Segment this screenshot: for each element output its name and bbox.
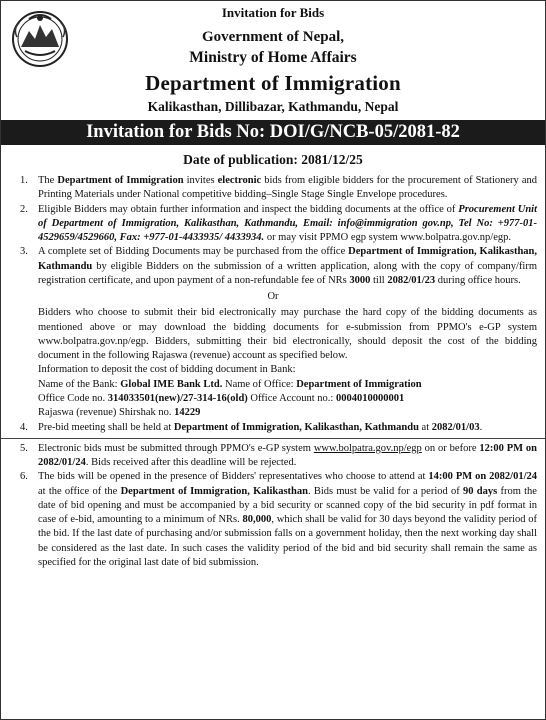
validity-days: 90 days — [463, 485, 498, 497]
text: . Bids must be valid for a period of — [307, 485, 464, 497]
text: , which shall be valid for 30 days beyond the validity period of the bid. If the last date of purchasing and/or submission falls on a government holiday, then the next working day shall be considered as the last date. In such cases the validity period of the bid and bid security shall remain the same as specified for the original last date of bid submission. — [38, 514, 537, 568]
text-bold: electronic — [217, 175, 262, 186]
header-address: Kalikasthan, Dillibazar, Kathmandu, Nepal — [147, 99, 399, 114]
list-item-4 — [1, 421, 545, 435]
text: . Bids received after this deadline will be rejected. — [85, 457, 297, 469]
list-item-1 — [1, 174, 545, 203]
text: on or before — [421, 442, 480, 454]
prebid-date: 2082/01/03 — [431, 421, 480, 433]
item-number: 1. — [20, 175, 28, 186]
text: Name of the Bank: — [38, 378, 121, 390]
office-code-line — [1, 392, 545, 406]
text: bids from eligible bidders for the procurement of Stationery and Printing Materials under National competitive bidding–Single Stage Single Envelope procedures. — [38, 175, 537, 201]
list-item-6 — [1, 470, 545, 570]
text: Office Code no. — [38, 392, 108, 404]
text-bold: Department of Immigration — [57, 175, 184, 186]
header-department: Department of Immigration — [145, 71, 401, 95]
text: Pre-bid meeting shall be held at — [38, 421, 174, 433]
fee-amount: 3000 — [349, 274, 371, 286]
shirshak-number: 14229 — [174, 407, 201, 419]
deposit-info-heading: Information to deposit the cost of bidding document in Bank: — [38, 364, 296, 376]
item-number: 6. — [20, 471, 28, 483]
list-item-2 — [1, 203, 545, 246]
egp-link[interactable]: www.bolpatra.gov.np/egp — [313, 442, 422, 454]
item-number: 2. — [20, 203, 28, 215]
list-item-3 — [1, 245, 545, 288]
item-number: 4. — [20, 421, 28, 433]
header-line-1: Invitation for Bids — [221, 5, 325, 20]
text: Eligible Bidders may obtain further information and inspect the bidding documents at the office of — [38, 203, 459, 215]
text: at — [418, 421, 432, 433]
office-code: 314033501(new)/27-314-16(old) — [107, 392, 248, 404]
bid-number-banner: Invitation for Bids No: DOI/G/NCB-05/2081-82 — [1, 120, 545, 145]
text-bold: Department of Immigration, Kalikasthan, Kathmandu — [38, 246, 538, 272]
list-item-5 — [1, 442, 545, 471]
text-bold: Department of Immigration, Kalikasthan, Kathmandu — [173, 421, 419, 433]
divider — [1, 438, 545, 439]
text: from the date of bid opening and must be accompanied by a bid security or scanned copy of the bid security in pdf format in case of e-bid, amounting to a minimum of NRs. — [38, 485, 537, 526]
text: Electronic bids must be submitted through PPMO's e-GP system — [38, 442, 314, 454]
text: The bids will be opened in the presence of Bidders' representatives who choose to attend at — [38, 471, 429, 483]
account-number: 0004010000001 — [335, 392, 405, 404]
contact-details: Procurement Unit of Department of Immigration, Kalikasthan, Kathmandu, Email: info@immigration gov.np, Tel No: +977-01-4529659/4529660, Fax: +977-01-4433935/ 4433934. — [38, 203, 537, 244]
text: Rajaswa (revenue) Shirshak no. — [38, 407, 175, 419]
office-name: Department of Immigration — [296, 378, 422, 390]
text: or may visit PPMO egp system www.bolpatra.gov.np/egp. — [264, 232, 512, 244]
text: during office hours. — [435, 274, 521, 286]
text: till — [370, 274, 388, 286]
bank-name-line — [1, 378, 545, 392]
text-bold: Department of Immigration, Kalikasthan — [120, 485, 308, 497]
or-separator: Or — [267, 291, 279, 303]
electronic-purchase-paragraph: Bidders who choose to submit their bid electronically may purchase the hard copy of the bidding documents as mentioned above or may download the bidding documents for e-submission from PPMO's e-GP system www.bolpatra.gov.np/egp. Bidders, submitting their bid electronically, should deposit the cost of the bidding document in the following Rajaswa (revenue) account as specified below. — [38, 307, 537, 362]
text: invites — [183, 175, 218, 186]
revenue-line — [1, 406, 545, 420]
text: A complete set of Bidding Documents may be purchased from the office — [38, 246, 349, 258]
opening-time: 14:00 PM on 2082/01/24 — [428, 471, 537, 483]
text: The — [38, 175, 58, 186]
submission-deadline: 12:00 PM on 2082/01/24 — [38, 442, 538, 469]
item-number: 3. — [20, 246, 28, 258]
text: . — [479, 421, 483, 433]
bank-name: Global IME Bank Ltd. — [120, 378, 223, 390]
text: at the office of the — [38, 485, 121, 497]
item-number: 5. — [20, 442, 28, 454]
text: by eligible Bidders on the submission of a written application, along with the copy of company/firm registration certificate, and upon payment of a non-refundable fee of NRs — [38, 260, 537, 286]
header-government: Government of Nepal, — [201, 29, 345, 45]
notice-body — [1, 174, 545, 570]
text: Office Account no.: — [247, 392, 336, 404]
text: Name of Office: — [222, 378, 297, 390]
date-of-publication: Date of publication: 2081/12/25 — [183, 152, 363, 167]
header-ministry: Ministry of Home Affairs — [189, 49, 357, 66]
bid-security-amount: 80,000 — [242, 514, 272, 526]
purchase-deadline: 2082/01/23 — [387, 274, 436, 286]
